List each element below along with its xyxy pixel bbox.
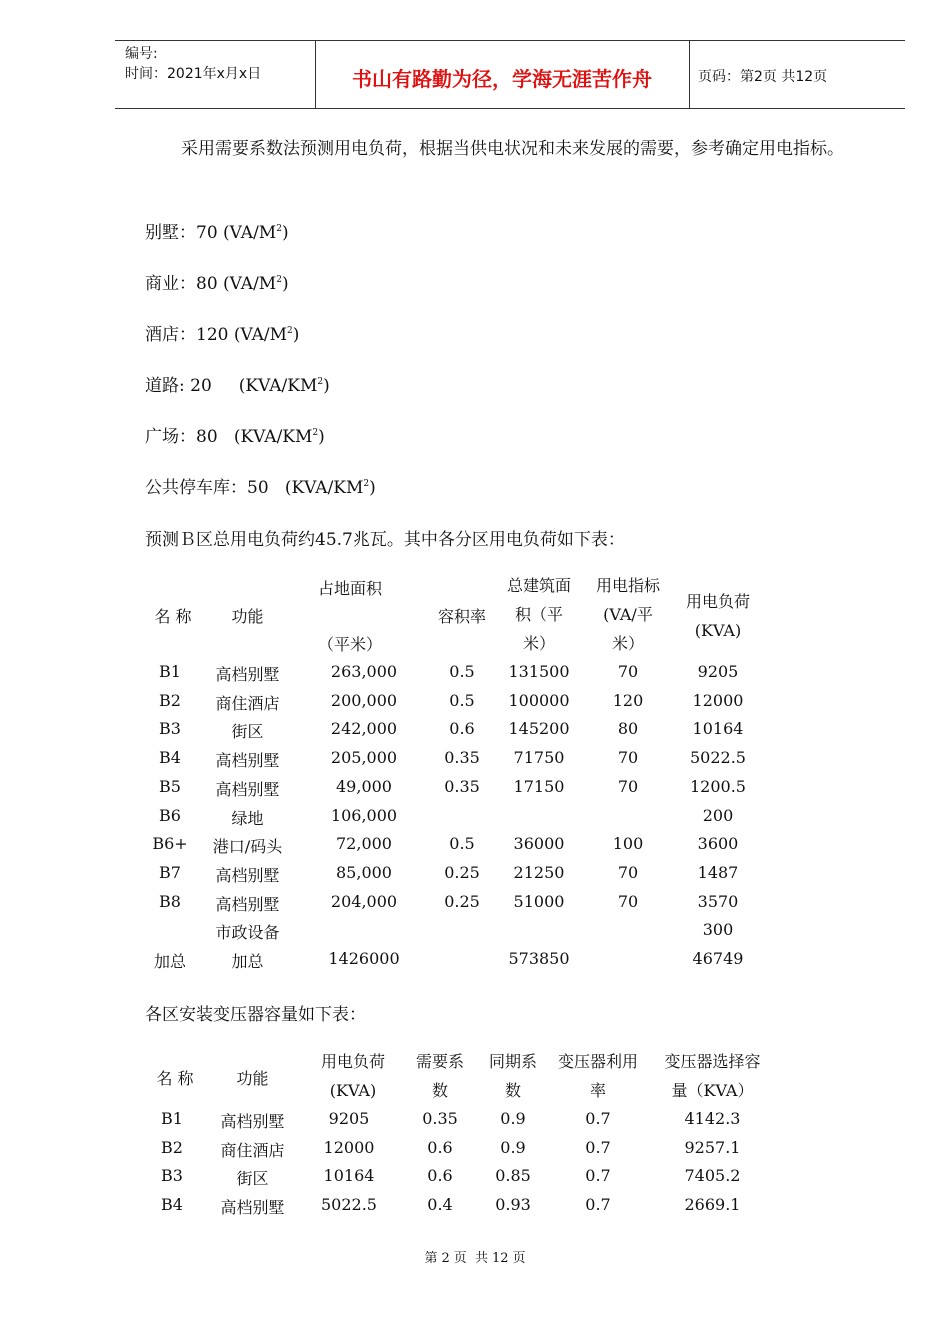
table-cell: B6 bbox=[159, 805, 181, 825]
index-line: 公共停车库：50 $(KVA/KM^2)$ bbox=[145, 478, 376, 498]
table-cell: B4 bbox=[161, 1195, 183, 1215]
t2-header-capacity: 变压器选择容 量（KVA） bbox=[664, 1052, 761, 1100]
code-label: 编号: bbox=[125, 46, 158, 62]
table-cell: 131500 bbox=[508, 662, 570, 681]
table-cell: 3600 bbox=[697, 834, 739, 854]
table-cell: 加总 bbox=[231, 952, 264, 971]
table-cell: 200,000 bbox=[330, 690, 398, 710]
table-cell: 80 bbox=[617, 719, 639, 739]
table-cell: 70 bbox=[617, 662, 639, 681]
index-line: 道路: 20 $(KVA/KM^2)$ bbox=[145, 376, 330, 396]
table-cell: 0.35 bbox=[422, 1109, 458, 1128]
table-cell: 0.6 bbox=[427, 1166, 453, 1186]
table-cell: 72,000 bbox=[336, 834, 392, 854]
table-cell: 0.25 bbox=[444, 862, 480, 882]
table-cell: 71750 bbox=[513, 748, 565, 768]
table-cell: B4 bbox=[159, 748, 181, 768]
t1-header-area: 占地面积 bbox=[317, 579, 382, 598]
table-cell: 街区 bbox=[231, 722, 264, 742]
table-cell: 0.9 bbox=[500, 1137, 526, 1157]
table-cell: 263,000 bbox=[330, 662, 398, 681]
table-cell: B8 bbox=[159, 891, 181, 911]
table-cell: 51000 bbox=[513, 891, 565, 911]
table-cell: 街区 bbox=[236, 1169, 269, 1189]
table-cell: B1 bbox=[159, 662, 181, 681]
t2-header-func: 功能 bbox=[236, 1069, 269, 1088]
table-cell: 商住酒店 bbox=[220, 1140, 285, 1160]
table-cell: 17150 bbox=[513, 776, 565, 796]
table-cell: 204,000 bbox=[330, 891, 398, 911]
t1-header-func: 功能 bbox=[231, 607, 264, 626]
table-cell: 0.7 bbox=[585, 1137, 611, 1157]
load-intro: 预测Ｂ区总用电负荷约45.7兆瓦。其中各分区用电负荷如下表： bbox=[145, 530, 625, 550]
table-cell: 21250 bbox=[513, 862, 565, 882]
table-cell: 200 bbox=[702, 805, 734, 825]
table-cell: 1487 bbox=[697, 862, 739, 882]
t2-header-name: 名 称 bbox=[156, 1069, 194, 1088]
table-cell: 0.35 bbox=[444, 776, 480, 796]
table-cell: 120 bbox=[612, 690, 644, 710]
table-cell: 5022.5 bbox=[321, 1195, 377, 1215]
table-cell: 10164 bbox=[692, 719, 744, 739]
table-cell: 0.9 bbox=[500, 1109, 526, 1128]
table-cell: 205,000 bbox=[330, 748, 398, 768]
table-cell: 85,000 bbox=[336, 862, 392, 882]
table-cell: 0.6 bbox=[449, 719, 475, 739]
table-cell: 0.35 bbox=[444, 748, 480, 768]
t1-header-name: 名 称 bbox=[154, 607, 192, 626]
table-cell: 港口/码头 bbox=[212, 837, 283, 857]
table-cell: 高档别墅 bbox=[215, 865, 280, 885]
table-cell: 36000 bbox=[513, 834, 565, 854]
header-page-label: 页码：第2页 共12页 bbox=[698, 69, 828, 85]
page-header bbox=[115, 40, 905, 109]
t2-header-demand: 需要系 数 bbox=[415, 1052, 464, 1100]
table-cell: 9205 bbox=[328, 1109, 370, 1128]
t1-header-load: 用电负荷 (KVA) bbox=[685, 592, 750, 640]
table-cell: 0.6 bbox=[427, 1137, 453, 1157]
table-cell: B3 bbox=[159, 719, 181, 739]
table-cell: 5022.5 bbox=[690, 748, 746, 768]
table-cell: B2 bbox=[159, 690, 181, 710]
t2-header-sync: 同期系 数 bbox=[488, 1052, 537, 1100]
table-cell: 高档别墅 bbox=[220, 1198, 285, 1218]
table-cell: B6+ bbox=[152, 834, 188, 854]
header-page-cell bbox=[690, 41, 905, 108]
table-cell: 12000 bbox=[692, 690, 744, 710]
table-cell: 70 bbox=[617, 862, 639, 882]
table-cell: 4142.3 bbox=[684, 1109, 741, 1128]
table-cell: 12000 bbox=[323, 1137, 375, 1157]
index-line: 别墅：70 $(VA/M^2)$ bbox=[145, 223, 289, 243]
table-cell: 70 bbox=[617, 748, 639, 768]
index-line: 酒店：120 $(VA/M^2)$ bbox=[145, 325, 300, 345]
date-label: 时间：2021年x月x日 bbox=[125, 66, 262, 82]
table-cell: 70 bbox=[617, 891, 639, 911]
t2-header-util: 变压器利用 率 bbox=[557, 1052, 638, 1100]
table-cell: B1 bbox=[161, 1109, 183, 1128]
t1-header-build: 总建筑面 积（平 米） bbox=[506, 576, 571, 653]
table-cell: 1426000 bbox=[328, 949, 400, 968]
table-cell: 70 bbox=[617, 776, 639, 796]
table-cell: 0.85 bbox=[495, 1166, 531, 1186]
table-cell: 0.25 bbox=[444, 891, 480, 911]
table-cell: 46749 bbox=[692, 949, 744, 968]
t1-header-index: 用电指标 (VA/平 米） bbox=[595, 576, 660, 653]
table-cell: 商住酒店 bbox=[215, 693, 280, 713]
t1-header-ratio: 容积率 bbox=[437, 607, 486, 626]
table-cell: 绿地 bbox=[231, 808, 264, 828]
header-meta bbox=[115, 41, 316, 108]
index-line: 广场：80 $(KVA/KM^2)$ bbox=[145, 427, 325, 447]
table-cell: 高档别墅 bbox=[215, 894, 280, 914]
table-cell: B3 bbox=[161, 1166, 183, 1186]
table-cell: 0.5 bbox=[449, 662, 475, 681]
table-cell: 加总 bbox=[153, 952, 186, 971]
table-cell: 市政设备 bbox=[215, 923, 280, 943]
table-cell: B2 bbox=[161, 1137, 183, 1157]
table-cell: 0.5 bbox=[449, 690, 475, 710]
table-cell: 高档别墅 bbox=[215, 665, 280, 684]
table-cell: 1200.5 bbox=[690, 776, 746, 796]
table-cell: 2669.1 bbox=[684, 1195, 741, 1215]
table-cell: 9205 bbox=[697, 662, 739, 681]
table-cell: 3570 bbox=[697, 891, 739, 911]
table-cell: 49,000 bbox=[336, 776, 392, 796]
table-cell: 300 bbox=[702, 920, 734, 940]
table-cell: 9257.1 bbox=[684, 1137, 741, 1157]
table-cell: 573850 bbox=[508, 949, 570, 968]
table-cell: B5 bbox=[159, 776, 181, 796]
table-cell: 242,000 bbox=[330, 719, 398, 739]
table-cell: 7405.2 bbox=[684, 1166, 741, 1186]
table-cell: 0.4 bbox=[427, 1195, 453, 1215]
table-cell: 0.7 bbox=[585, 1166, 611, 1186]
transformer-intro: 各区安装变压器容量如下表： bbox=[145, 1005, 366, 1025]
page-footer: 第 2 页 共 12 页 bbox=[424, 1251, 526, 1266]
table-cell: 0.93 bbox=[495, 1195, 531, 1215]
t1-header-area-unit: （平米） bbox=[317, 635, 382, 654]
table-cell: 0.5 bbox=[449, 834, 475, 854]
index-line: 商业：80 $(VA/M^2)$ bbox=[145, 274, 289, 294]
table-cell: 10164 bbox=[323, 1166, 375, 1186]
header-motto: 书山有路勤为径，学海无涯苦作舟 bbox=[352, 67, 652, 91]
header-motto-cell bbox=[315, 41, 690, 108]
table-cell: 106,000 bbox=[330, 805, 398, 825]
table-cell: 100 bbox=[612, 834, 644, 854]
table-cell: 0.7 bbox=[585, 1195, 611, 1215]
t2-header-load: 用电负荷 (KVA) bbox=[320, 1052, 385, 1100]
table-cell: 高档别墅 bbox=[215, 751, 280, 771]
table-cell: 高档别墅 bbox=[215, 779, 280, 799]
table-cell: 100000 bbox=[508, 690, 570, 710]
intro-paragraph: 采用需要系数法预测用电负荷，根据当供电状况和未来发展的需要，参考确定用电指标。 bbox=[181, 139, 844, 159]
table-cell: B7 bbox=[159, 862, 181, 882]
table-cell: 145200 bbox=[508, 719, 570, 739]
table-cell: 高档别墅 bbox=[220, 1112, 285, 1131]
table-cell: 0.7 bbox=[585, 1109, 611, 1128]
